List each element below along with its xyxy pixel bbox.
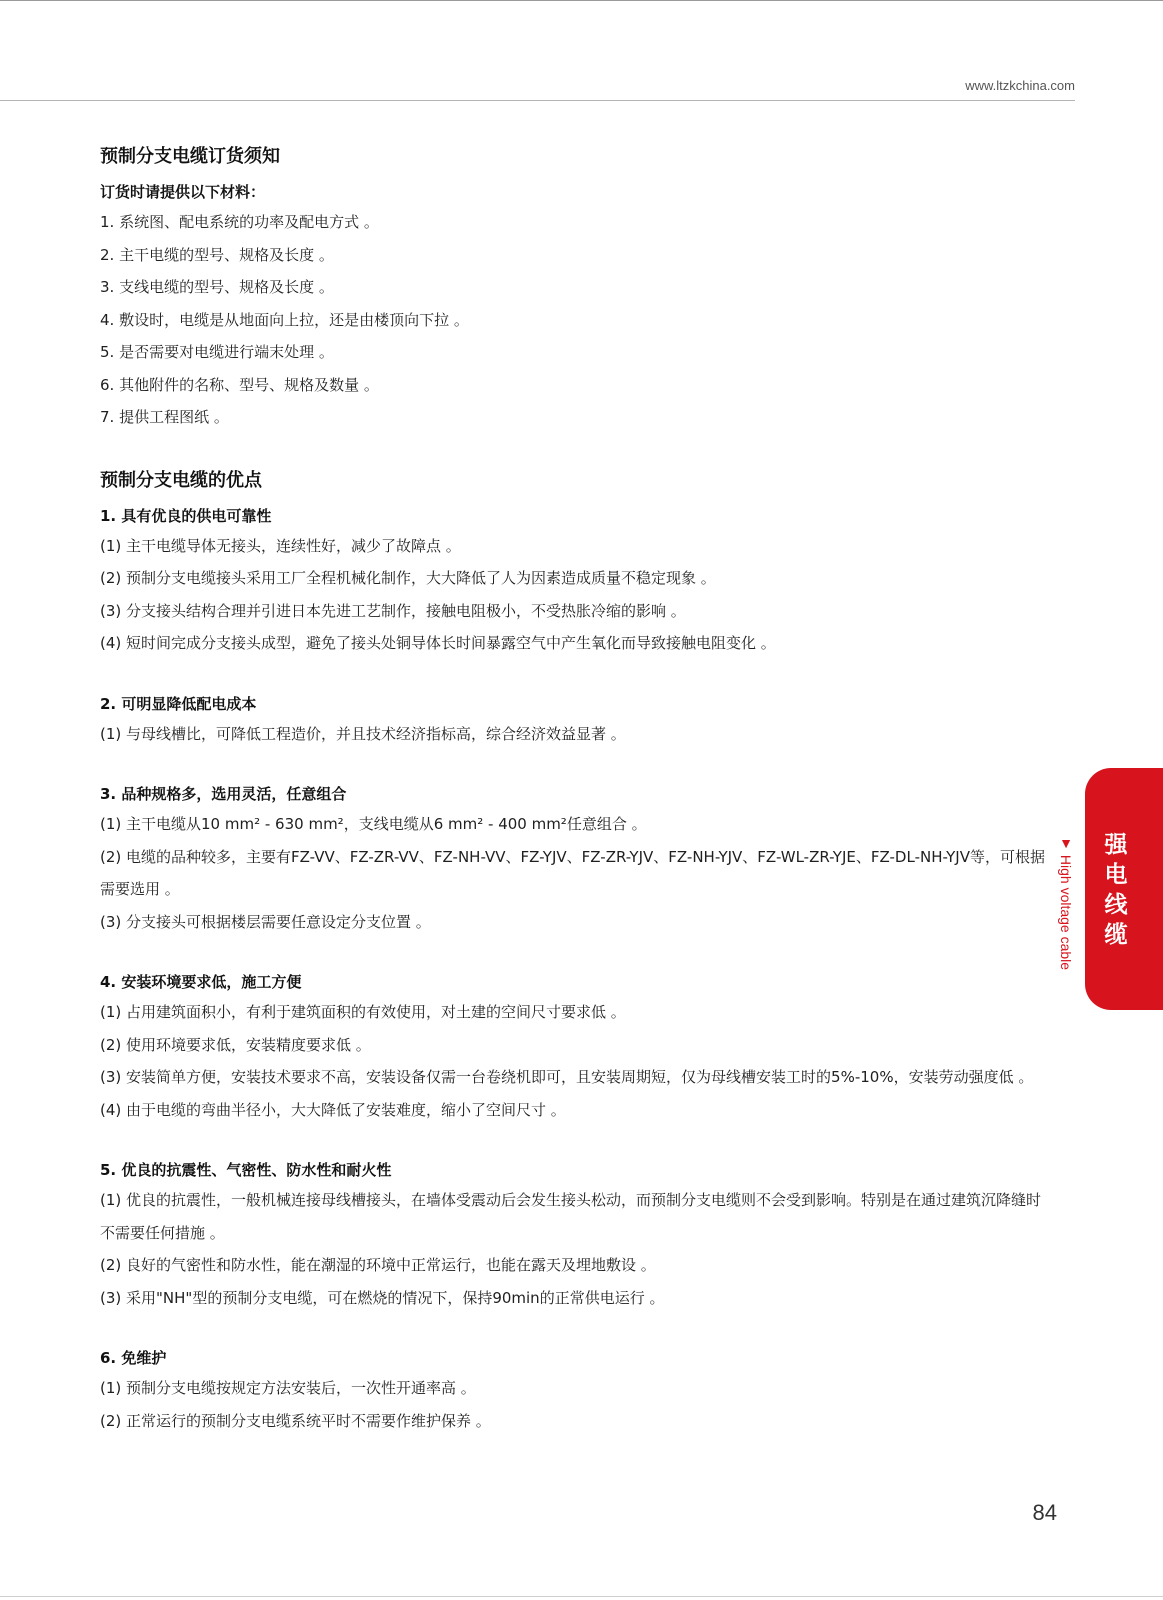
advantage-group-variety xyxy=(100,780,1056,938)
group-line: (1) 主干电缆从10 mm² - 630 mm²，支线电缆从6 mm² - 400 mm²任意组合 。 xyxy=(100,815,647,833)
ordering-item: 4. 敷设时，电缆是从地面向上拉，还是由楼顶向下拉 。 xyxy=(100,310,469,329)
header-divider xyxy=(0,100,1075,101)
group-line: (2) 正常运行的预制分支电缆系统平时不需要作维护保养 。 xyxy=(100,1411,491,1430)
group-spacer xyxy=(100,1126,1056,1156)
ordering-list xyxy=(100,206,1056,434)
group-line: (3) 采用"NH"型的预制分支电缆，可在燃烧的情况下，保持90min的正常供电运行 。 xyxy=(100,1288,665,1307)
group-line: (3) 分支接头结构合理并引进日本先进工艺制作，接触电阻极小，不受热胀冷缩的影响 。 xyxy=(100,601,686,620)
top-border xyxy=(0,0,1163,1)
group-heading: 6. 免维护 xyxy=(100,1349,167,1367)
group-line: (1) 占用建筑面积小，有利于建筑面积的有效使用，对土建的空间尺寸要求低 。 xyxy=(100,1003,626,1021)
group-line: (3) 分支接头可根据楼层需要任意设定分支位置 。 xyxy=(100,912,431,931)
header-url[interactable]: www.ltzkchina.com xyxy=(965,78,1075,93)
group-line: (3) 安装简单方便，安装技术要求不高，安装设备仅需一台卷绕机即可，且安装周期短，仅为母线槽安装工时的5%-10%，安装劳动强度低 。 xyxy=(100,1068,1034,1086)
category-label-cn: 强电线缆 xyxy=(1104,832,1128,948)
group-line: (1) 主干电缆导体无接头，连续性好，减少了故障点 。 xyxy=(100,536,461,555)
ordering-title: 预制分支电缆订货须知 xyxy=(100,146,280,167)
group-line: (2) 电缆的品种较多，主要有FZ-VV、FZ-ZR-VV、FZ-NH-VV、FZ-YJV、FZ-ZR-YJV、FZ-NH-YJV、FZ-WL-ZR-YJE、FZ-DL-NH-YJV等，可根据需要选用 。 xyxy=(100,847,1045,898)
category-label-en: ▼ High voltage cable xyxy=(1058,835,1074,971)
ordering-item: 2. 主干电缆的型号、规格及长度 。 xyxy=(100,245,334,264)
group-spacer xyxy=(100,938,1056,968)
advantage-group-resistance xyxy=(100,1156,1056,1314)
group-line: (2) 良好的气密性和防水性，能在潮湿的环境中正常运行，也能在露天及埋地敷设 。 xyxy=(100,1256,656,1274)
group-line: (2) 使用环境要求低，安装精度要求低 。 xyxy=(100,1035,371,1054)
group-line: (1) 与母线槽比，可降低工程造价，并且技术经济指标高，综合经济效益显著 。 xyxy=(100,724,626,743)
section-spacer xyxy=(100,434,1056,468)
ordering-item: 7. 提供工程图纸 。 xyxy=(100,408,229,426)
group-heading: 5. 优良的抗震性、气密性、防水性和耐火性 xyxy=(100,1161,392,1179)
bottom-border xyxy=(0,1596,1163,1597)
advantages-section xyxy=(100,468,1056,1438)
group-heading: 3. 品种规格多，选用灵活，任意组合 xyxy=(100,785,347,803)
ordering-subtitle: 订货时请提供以下材料： xyxy=(100,183,266,201)
group-heading: 1. 具有优良的供电可靠性 xyxy=(100,506,272,525)
group-line: (4) 短时间完成分支接头成型，避免了接头处铜导体长时间暴露空气中产生氧化而导致接触电阻变化 。 xyxy=(100,634,776,652)
group-heading: 2. 可明显降低配电成本 xyxy=(100,694,257,713)
page-number: 84 xyxy=(1032,1500,1057,1525)
ordering-item: 5. 是否需要对电缆进行端末处理 。 xyxy=(100,343,334,361)
group-heading: 4. 安装环境要求低，施工方便 xyxy=(100,973,302,991)
group-line: (4) 由于电缆的弯曲半径小，大大降低了安装难度，缩小了空间尺寸 。 xyxy=(100,1100,566,1119)
advantage-group-cost xyxy=(100,690,1056,751)
group-line: (1) 预制分支电缆按规定方法安装后，一次性开通率高 。 xyxy=(100,1379,476,1397)
ordering-item: 6. 其他附件的名称、型号、规格及数量 。 xyxy=(100,375,379,394)
group-line: (2) 预制分支电缆接头采用工厂全程机械化制作，大大降低了人为因素造成质量不稳定现象 。 xyxy=(100,569,716,587)
group-line: (1) 优良的抗震性，一般机械连接母线槽接头，在墙体受震动后会发生接头松动，而预制分支电缆则不会受到影响。特别是在通过建筑沉降缝时不需要任何措施 。 xyxy=(100,1191,1042,1242)
advantage-group-maintenance xyxy=(100,1344,1056,1437)
ordering-item: 1. 系统图、配电系统的功率及配电方式 。 xyxy=(100,213,379,231)
group-spacer xyxy=(100,1314,1056,1344)
group-spacer xyxy=(100,660,1056,690)
ordering-section xyxy=(100,144,1056,434)
page-content xyxy=(100,144,1056,1437)
group-spacer xyxy=(100,750,1056,780)
ordering-item: 3. 支线电缆的型号、规格及长度 。 xyxy=(100,278,334,296)
advantage-group-reliability xyxy=(100,502,1056,660)
advantages-title: 预制分支电缆的优点 xyxy=(100,469,262,491)
advantage-group-installation xyxy=(100,968,1056,1126)
